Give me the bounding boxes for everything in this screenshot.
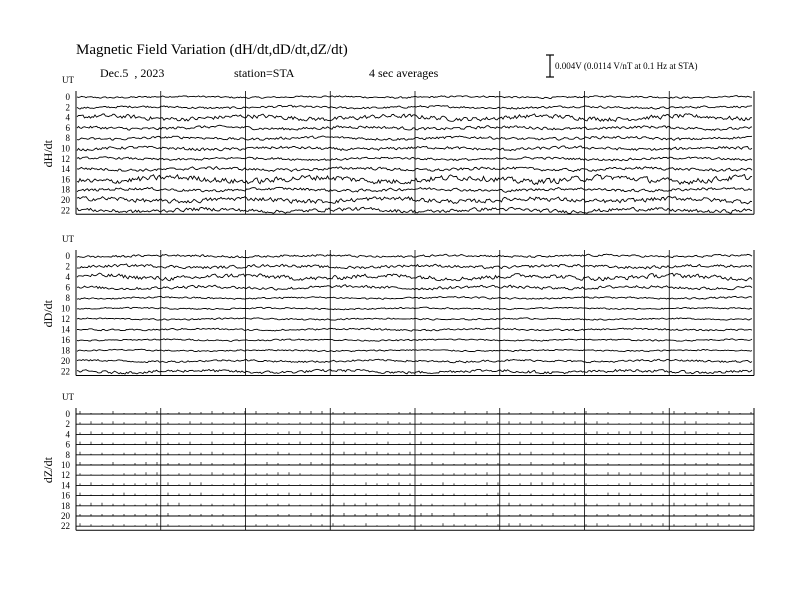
row-label: 14 [61,324,70,335]
trace-line [77,197,752,204]
row-label: 8 [65,133,70,144]
row-label: 4 [65,429,70,440]
panel-ylabel: dD/dt [41,300,55,328]
trace-line [77,369,752,374]
row-label: 22 [61,205,70,216]
trace-line [77,307,752,310]
trace-line [77,174,752,184]
scale-label: 0.004V (0.0114 V/nT at 0.1 Hz at STA) [555,61,698,71]
ut-header: UT [62,75,74,85]
row-label: 18 [61,184,70,195]
trace-line [77,187,752,192]
trace-line [77,273,752,281]
trace-line [77,105,752,109]
ut-header: UT [62,234,74,244]
ut-header: UT [62,392,74,402]
station-label: station=STA [234,66,295,80]
row-label: 6 [65,439,70,450]
trace-line [77,114,752,122]
trace-line [77,264,752,269]
row-label: 0 [65,92,70,102]
row-label: 6 [65,282,70,293]
row-label: 14 [61,480,70,491]
trace-line [77,136,752,140]
averaging-label: 4 sec averages [369,66,439,80]
row-label: 0 [65,409,70,419]
row-label: 6 [65,122,70,133]
trace-line [77,318,752,321]
row-label: 2 [65,102,70,113]
row-label: 8 [65,293,70,303]
trace-line [77,96,752,99]
row-label: 12 [61,470,70,481]
row-label: 12 [61,153,70,164]
row-label: 2 [65,419,70,430]
panel-2 [41,392,754,531]
row-label: 18 [61,500,70,511]
row-label: 4 [65,272,70,282]
row-label: 4 [65,112,70,123]
panel-ylabel: dH/dt [41,139,55,168]
trace-line [77,254,752,258]
row-label: 20 [61,195,70,205]
trace-line [77,339,752,342]
panel-1 [41,234,754,377]
row-label: 16 [61,490,70,501]
row-label: 22 [61,366,70,377]
row-label: 14 [61,164,70,175]
row-label: 10 [61,460,70,470]
row-label: 22 [61,521,70,532]
trace-line [77,157,752,161]
row-label: 0 [65,251,70,261]
row-label: 20 [61,511,70,521]
trace-line [77,285,752,290]
row-label: 18 [61,345,70,356]
row-label: 10 [61,303,70,314]
panel-ylabel: dZ/dt [41,457,55,484]
chart-title: Magnetic Field Variation (dH/dt,dD/dt,dZ/dt) [76,42,348,58]
trace-line [77,359,752,363]
trace-line [77,167,752,172]
trace-line [77,146,752,151]
trace-line [77,296,752,299]
trace-line [77,349,752,352]
row-label: 16 [61,335,70,345]
row-label: 12 [61,314,70,324]
scale-bar [546,55,554,77]
trace-line [77,328,752,331]
date-label: Dec.5 , 2023 [100,66,165,80]
panel-0 [41,75,754,215]
row-label: 10 [61,143,70,154]
row-label: 16 [61,174,70,185]
row-label: 8 [65,449,70,460]
row-label: 20 [61,356,70,366]
trace-line [77,207,752,213]
row-label: 2 [65,261,70,272]
trace-line [77,125,752,130]
